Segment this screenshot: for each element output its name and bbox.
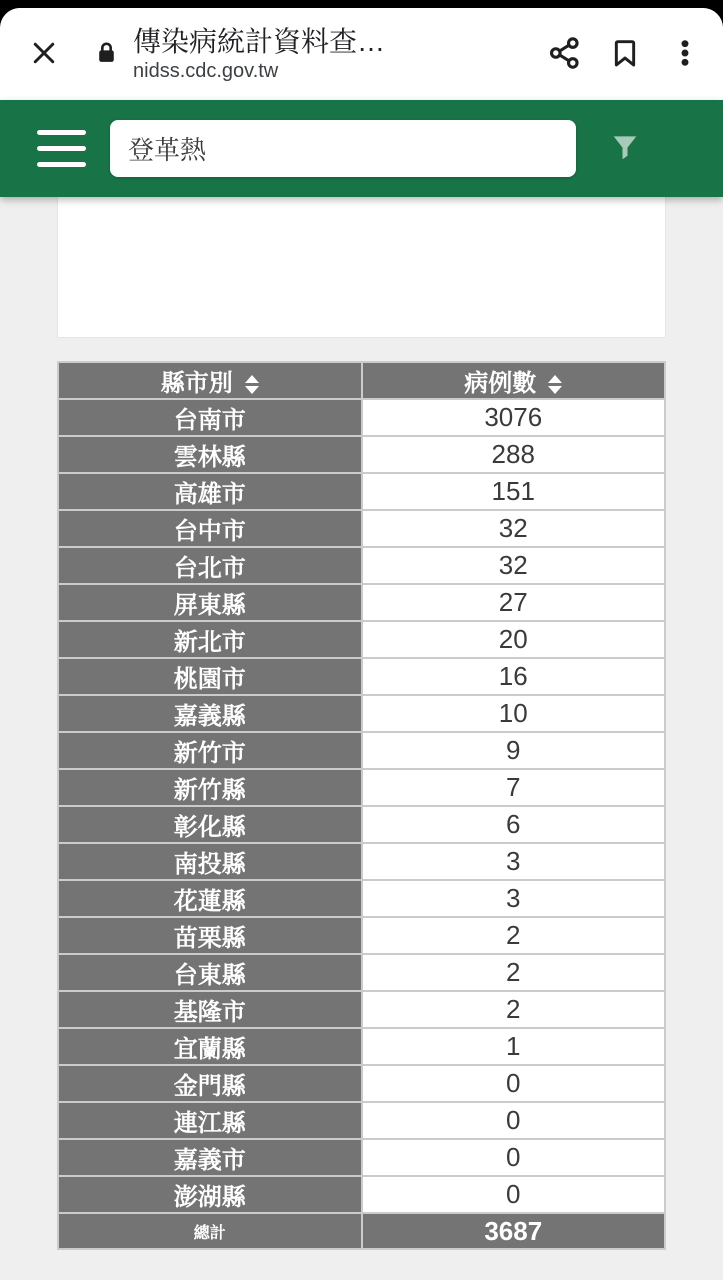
menu-button[interactable] bbox=[37, 130, 86, 167]
sort-icon bbox=[548, 375, 562, 394]
count-cell: 2 bbox=[362, 917, 666, 954]
county-cell: 桃園市 bbox=[58, 658, 362, 695]
page-url: nidss.cdc.gov.tw bbox=[133, 59, 279, 82]
count-cell: 0 bbox=[362, 1176, 666, 1213]
browser-top-bar bbox=[0, 8, 723, 100]
county-cell: 台中市 bbox=[58, 510, 362, 547]
county-cell: 高雄市 bbox=[58, 473, 362, 510]
count-cell: 1 bbox=[362, 1028, 666, 1065]
overflow-menu-icon bbox=[669, 37, 701, 72]
table-row bbox=[58, 399, 665, 436]
county-cell: 新竹市 bbox=[58, 732, 362, 769]
filter-button[interactable] bbox=[610, 132, 640, 165]
count-cell: 3 bbox=[362, 843, 666, 880]
count-cell: 32 bbox=[362, 547, 666, 584]
table-row bbox=[58, 1028, 665, 1065]
table-row bbox=[58, 880, 665, 917]
county-cell: 嘉義市 bbox=[58, 1139, 362, 1176]
count-cell: 27 bbox=[362, 584, 666, 621]
table-header-row bbox=[58, 362, 665, 399]
table-row bbox=[58, 806, 665, 843]
count-cell: 7 bbox=[362, 769, 666, 806]
cases-table-body bbox=[58, 399, 665, 1213]
count-cell: 9 bbox=[362, 732, 666, 769]
county-cell: 台東縣 bbox=[58, 954, 362, 991]
table-row bbox=[58, 1102, 665, 1139]
filter-funnel-icon bbox=[610, 132, 640, 165]
count-cell: 32 bbox=[362, 510, 666, 547]
county-cell: 屏東縣 bbox=[58, 584, 362, 621]
table-row bbox=[58, 695, 665, 732]
county-cell: 雲林縣 bbox=[58, 436, 362, 473]
county-cell: 彰化縣 bbox=[58, 806, 362, 843]
table-row bbox=[58, 510, 665, 547]
county-cell: 花蓮縣 bbox=[58, 880, 362, 917]
table-row bbox=[58, 769, 665, 806]
count-cell: 3076 bbox=[362, 399, 666, 436]
county-cell: 基隆市 bbox=[58, 991, 362, 1028]
table-row bbox=[58, 1065, 665, 1102]
count-cell: 16 bbox=[362, 658, 666, 695]
county-cell: 台北市 bbox=[58, 547, 362, 584]
sort-icon bbox=[245, 375, 259, 394]
county-cell: 南投縣 bbox=[58, 843, 362, 880]
count-header-label: 病例數 bbox=[464, 370, 537, 397]
overflow-menu-button[interactable] bbox=[663, 32, 707, 76]
county-cell: 宜蘭縣 bbox=[58, 1028, 362, 1065]
county-cell: 連江縣 bbox=[58, 1102, 362, 1139]
table-row bbox=[58, 991, 665, 1028]
bookmark-icon bbox=[609, 37, 641, 72]
count-cell: 10 bbox=[362, 695, 666, 732]
count-cell: 0 bbox=[362, 1139, 666, 1176]
count-cell: 151 bbox=[362, 473, 666, 510]
count-cell: 6 bbox=[362, 806, 666, 843]
page-content bbox=[0, 197, 723, 1250]
county-cell: 台南市 bbox=[58, 399, 362, 436]
county-column-header[interactable] bbox=[58, 362, 362, 399]
total-value: 3687 bbox=[362, 1213, 666, 1249]
close-icon bbox=[29, 38, 59, 71]
table-row bbox=[58, 584, 665, 621]
table-row bbox=[58, 621, 665, 658]
bookmark-button[interactable] bbox=[603, 32, 647, 76]
table-row bbox=[58, 658, 665, 695]
county-header-label: 縣市別 bbox=[160, 370, 233, 397]
county-cell: 苗栗縣 bbox=[58, 917, 362, 954]
county-cell: 新北市 bbox=[58, 621, 362, 658]
share-icon bbox=[548, 36, 582, 73]
page-title-area bbox=[92, 25, 543, 84]
county-cell: 澎湖縣 bbox=[58, 1176, 362, 1213]
close-button[interactable] bbox=[22, 32, 66, 76]
table-row bbox=[58, 1139, 665, 1176]
total-label: 總計 bbox=[58, 1213, 362, 1249]
count-cell: 0 bbox=[362, 1102, 666, 1139]
county-cell: 新竹縣 bbox=[58, 769, 362, 806]
count-cell: 3 bbox=[362, 880, 666, 917]
custom-tab-sheet bbox=[0, 8, 723, 1280]
cases-table bbox=[57, 361, 666, 1250]
table-row bbox=[58, 436, 665, 473]
table-row bbox=[58, 547, 665, 584]
hamburger-icon bbox=[37, 130, 86, 135]
table-row bbox=[58, 732, 665, 769]
page-title: 傳染病統計資料查… bbox=[133, 25, 386, 57]
count-cell: 20 bbox=[362, 621, 666, 658]
count-column-header[interactable] bbox=[362, 362, 666, 399]
count-cell: 288 bbox=[362, 436, 666, 473]
county-cell: 金門縣 bbox=[58, 1065, 362, 1102]
count-cell: 0 bbox=[362, 1065, 666, 1102]
chart-panel bbox=[57, 197, 666, 338]
county-cell: 嘉義縣 bbox=[58, 695, 362, 732]
table-row bbox=[58, 917, 665, 954]
count-cell: 2 bbox=[362, 954, 666, 991]
site-security-button[interactable] bbox=[92, 40, 120, 68]
site-toolbar bbox=[0, 100, 723, 197]
total-row bbox=[58, 1213, 665, 1249]
search-input[interactable] bbox=[110, 120, 576, 177]
table-row bbox=[58, 473, 665, 510]
lock-icon bbox=[94, 40, 119, 68]
table-row bbox=[58, 1176, 665, 1213]
topbar-actions bbox=[543, 32, 707, 76]
table-row bbox=[58, 954, 665, 991]
share-button[interactable] bbox=[543, 32, 587, 76]
count-cell: 2 bbox=[362, 991, 666, 1028]
table-row bbox=[58, 843, 665, 880]
